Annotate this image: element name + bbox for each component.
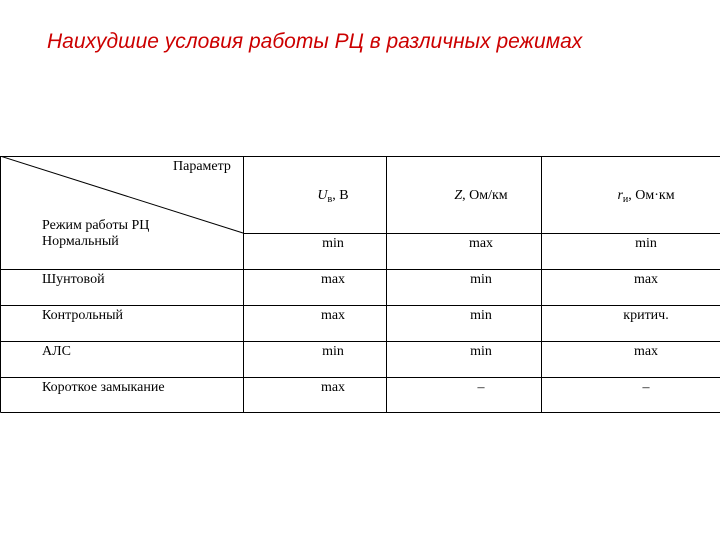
table-cell: max	[320, 308, 346, 323]
table-cell: критич.	[623, 308, 669, 323]
row-mode: Короткое замыкание	[42, 380, 165, 395]
corner-param-label: Параметр	[173, 159, 231, 174]
row-mode: Шунтовой	[42, 272, 105, 287]
table-cell: max	[468, 236, 494, 251]
table-cell: –	[642, 380, 650, 395]
slide-title: Наихудшие условия работы РЦ в различных режимах	[47, 30, 583, 53]
table-cell: min	[322, 344, 344, 359]
table-cell: min	[470, 344, 492, 359]
table-cell: max	[320, 380, 346, 395]
table-cell: –	[477, 380, 485, 395]
row-mode: АЛС	[42, 344, 71, 359]
table-cell: min	[470, 308, 492, 323]
table-cell: max	[633, 272, 659, 287]
corner-mode-label: Режим работы РЦ	[42, 218, 150, 233]
table-cell: min	[470, 272, 492, 287]
table-cell: min	[322, 236, 344, 251]
table-cell: max	[633, 344, 659, 359]
table-cell: max	[320, 272, 346, 287]
row-mode: Контрольный	[42, 308, 123, 323]
table-grid	[0, 156, 720, 413]
table-cell: min	[635, 236, 657, 251]
row-mode: Нормальный	[42, 234, 119, 249]
header-r: $r_и$, Ом·км	[617, 188, 675, 205]
header-z: Z, Ом/км	[454, 188, 508, 203]
conditions-table	[0, 156, 720, 413]
header-u: $U_в$, В	[317, 188, 349, 205]
